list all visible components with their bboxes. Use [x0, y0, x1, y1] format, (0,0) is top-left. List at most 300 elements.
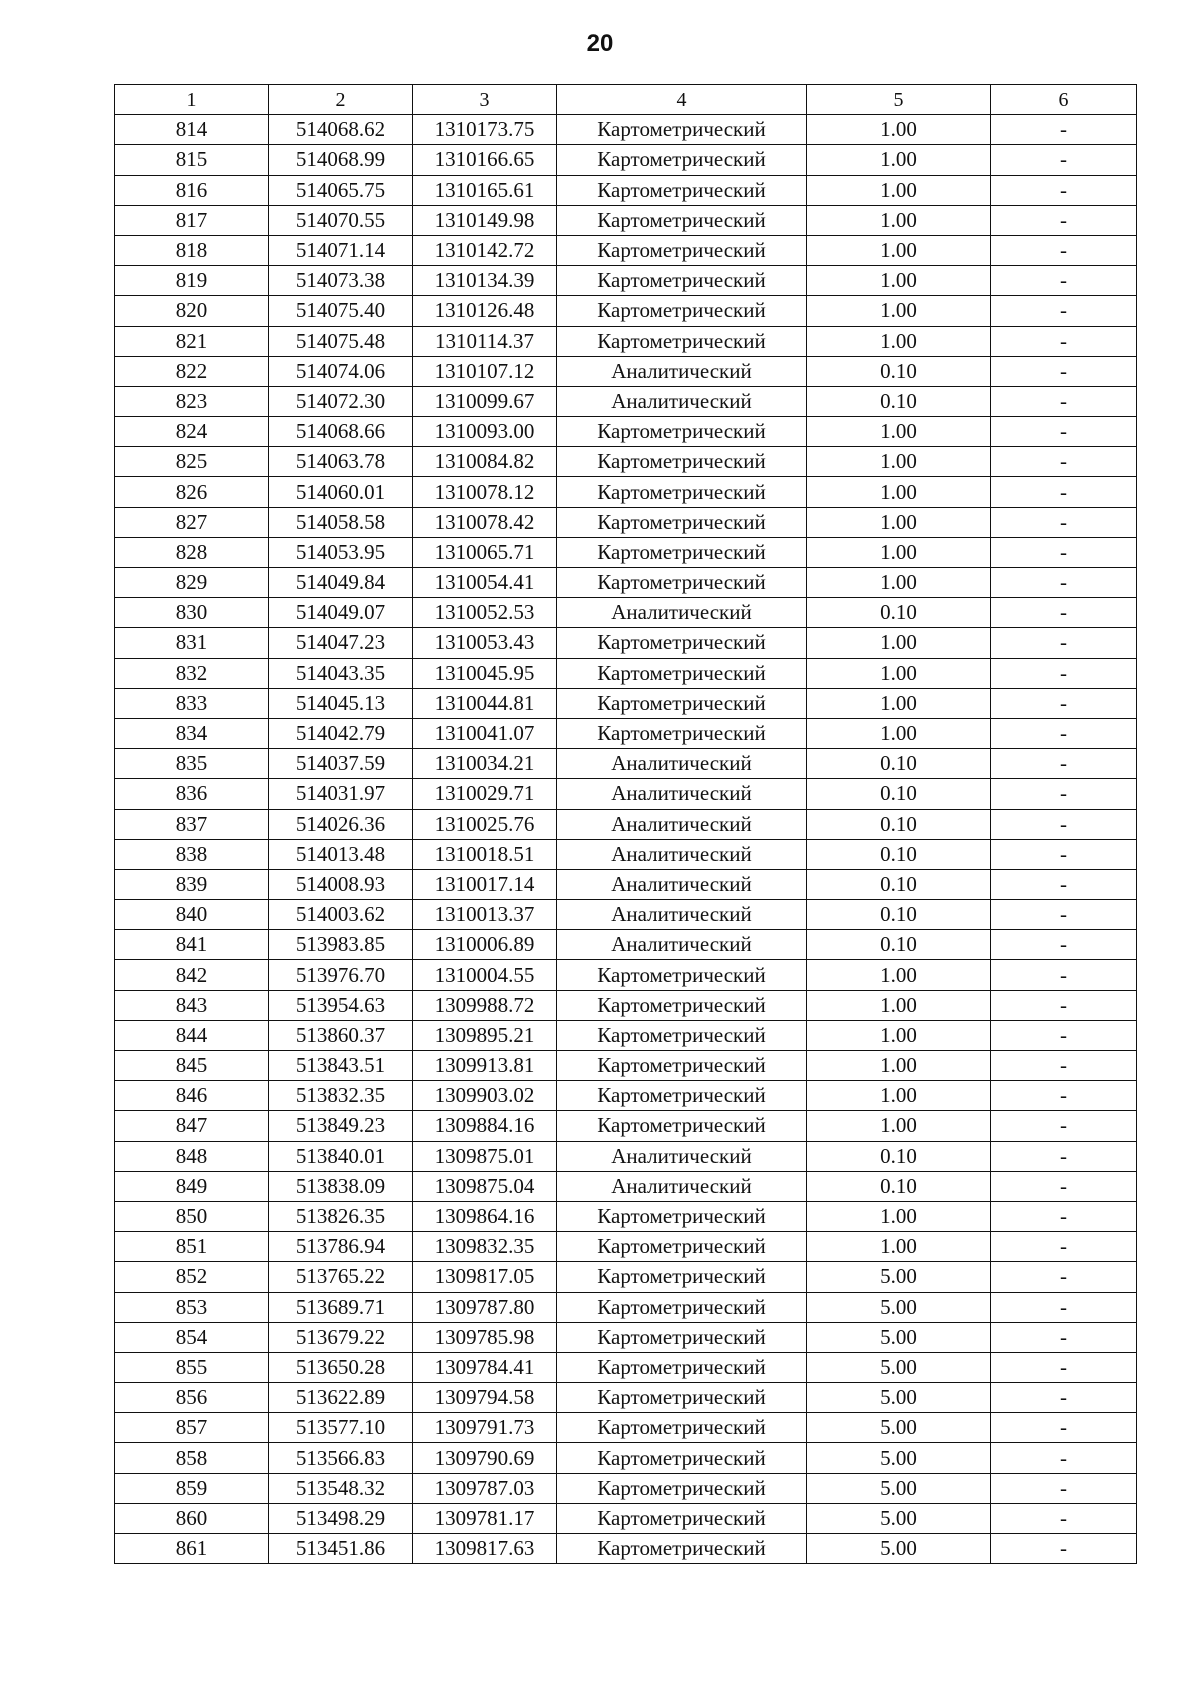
- table-row: [115, 417, 1137, 447]
- method-cell: Картометрический: [557, 507, 807, 537]
- method-cell: Картометрический: [557, 1201, 807, 1231]
- accuracy-cell: 5.00: [807, 1352, 991, 1382]
- note-cell: -: [991, 266, 1137, 296]
- point-number-cell: 852: [115, 1262, 269, 1292]
- table-header: [115, 85, 1137, 115]
- accuracy-cell: 1.00: [807, 235, 991, 265]
- y-coordinate-cell: 1310041.07: [413, 718, 557, 748]
- table-row: [115, 598, 1137, 628]
- note-cell: -: [991, 1503, 1137, 1533]
- method-cell: Картометрический: [557, 1262, 807, 1292]
- accuracy-cell: 5.00: [807, 1292, 991, 1322]
- y-coordinate-cell: 1310025.76: [413, 809, 557, 839]
- point-number-cell: 847: [115, 1111, 269, 1141]
- table-row: [115, 266, 1137, 296]
- note-cell: -: [991, 1051, 1137, 1081]
- point-number-cell: 848: [115, 1141, 269, 1171]
- point-number-cell: 815: [115, 145, 269, 175]
- y-coordinate-cell: 1309875.01: [413, 1141, 557, 1171]
- accuracy-cell: 1.00: [807, 507, 991, 537]
- table-row: [115, 1051, 1137, 1081]
- y-coordinate-cell: 1309790.69: [413, 1443, 557, 1473]
- x-coordinate-cell: 514068.99: [269, 145, 413, 175]
- point-number-cell: 856: [115, 1383, 269, 1413]
- method-cell: Картометрический: [557, 447, 807, 477]
- page-number: 20: [586, 30, 614, 57]
- table-row: [115, 326, 1137, 356]
- table-row: [115, 205, 1137, 235]
- point-number-cell: 850: [115, 1201, 269, 1231]
- point-number-cell: 816: [115, 175, 269, 205]
- note-cell: -: [991, 477, 1137, 507]
- table-row: [115, 1081, 1137, 1111]
- x-coordinate-cell: 514013.48: [269, 839, 413, 869]
- accuracy-cell: 1.00: [807, 718, 991, 748]
- point-number-cell: 818: [115, 235, 269, 265]
- x-coordinate-cell: 514043.35: [269, 658, 413, 688]
- y-coordinate-cell: 1310166.65: [413, 145, 557, 175]
- method-cell: Картометрический: [557, 296, 807, 326]
- x-coordinate-cell: 514045.13: [269, 688, 413, 718]
- accuracy-cell: 1.00: [807, 115, 991, 145]
- x-coordinate-cell: 514003.62: [269, 900, 413, 930]
- accuracy-cell: 1.00: [807, 568, 991, 598]
- point-number-cell: 829: [115, 568, 269, 598]
- note-cell: -: [991, 296, 1137, 326]
- method-cell: Картометрический: [557, 417, 807, 447]
- note-cell: -: [991, 688, 1137, 718]
- note-cell: -: [991, 1383, 1137, 1413]
- method-cell: Картометрический: [557, 960, 807, 990]
- y-coordinate-cell: 1310126.48: [413, 296, 557, 326]
- y-coordinate-cell: 1309794.58: [413, 1383, 557, 1413]
- point-number-cell: 814: [115, 115, 269, 145]
- x-coordinate-cell: 514042.79: [269, 718, 413, 748]
- note-cell: -: [991, 1262, 1137, 1292]
- accuracy-cell: 0.10: [807, 749, 991, 779]
- x-coordinate-cell: 513954.63: [269, 990, 413, 1020]
- x-coordinate-cell: 513838.09: [269, 1171, 413, 1201]
- accuracy-cell: 1.00: [807, 266, 991, 296]
- note-cell: -: [991, 1473, 1137, 1503]
- accuracy-cell: 1.00: [807, 658, 991, 688]
- point-number-cell: 819: [115, 266, 269, 296]
- note-cell: -: [991, 537, 1137, 567]
- y-coordinate-cell: 1310065.71: [413, 537, 557, 567]
- y-coordinate-cell: 1310052.53: [413, 598, 557, 628]
- y-coordinate-cell: 1310142.72: [413, 235, 557, 265]
- point-number-cell: 861: [115, 1534, 269, 1564]
- method-cell: Аналитический: [557, 386, 807, 416]
- accuracy-cell: 1.00: [807, 1111, 991, 1141]
- table-row: [115, 1322, 1137, 1352]
- y-coordinate-cell: 1309781.17: [413, 1503, 557, 1533]
- x-coordinate-cell: 513622.89: [269, 1383, 413, 1413]
- table-row: [115, 1413, 1137, 1443]
- accuracy-cell: 1.00: [807, 417, 991, 447]
- accuracy-cell: 5.00: [807, 1534, 991, 1564]
- table-row: [115, 990, 1137, 1020]
- accuracy-cell: 1.00: [807, 688, 991, 718]
- y-coordinate-cell: 1310149.98: [413, 205, 557, 235]
- note-cell: -: [991, 1020, 1137, 1050]
- table-row: [115, 1262, 1137, 1292]
- note-cell: -: [991, 718, 1137, 748]
- table-row: [115, 1443, 1137, 1473]
- note-cell: -: [991, 1534, 1137, 1564]
- table-row: [115, 235, 1137, 265]
- accuracy-cell: 1.00: [807, 1081, 991, 1111]
- y-coordinate-cell: 1310004.55: [413, 960, 557, 990]
- point-number-cell: 820: [115, 296, 269, 326]
- table-row: [115, 779, 1137, 809]
- method-cell: Аналитический: [557, 749, 807, 779]
- point-number-cell: 830: [115, 598, 269, 628]
- method-cell: Картометрический: [557, 477, 807, 507]
- accuracy-cell: 1.00: [807, 326, 991, 356]
- note-cell: -: [991, 839, 1137, 869]
- table-row: [115, 568, 1137, 598]
- accuracy-cell: 5.00: [807, 1443, 991, 1473]
- point-number-cell: 817: [115, 205, 269, 235]
- method-cell: Картометрический: [557, 537, 807, 567]
- x-coordinate-cell: 514060.01: [269, 477, 413, 507]
- header-cell-1: 1: [115, 85, 269, 115]
- point-number-cell: 835: [115, 749, 269, 779]
- point-number-cell: 828: [115, 537, 269, 567]
- table-row: [115, 1292, 1137, 1322]
- accuracy-cell: 5.00: [807, 1383, 991, 1413]
- x-coordinate-cell: 513650.28: [269, 1352, 413, 1382]
- point-number-cell: 843: [115, 990, 269, 1020]
- table-row: [115, 115, 1137, 145]
- accuracy-cell: 5.00: [807, 1262, 991, 1292]
- note-cell: -: [991, 1201, 1137, 1231]
- method-cell: Картометрический: [557, 688, 807, 718]
- y-coordinate-cell: 1310013.37: [413, 900, 557, 930]
- y-coordinate-cell: 1309817.05: [413, 1262, 557, 1292]
- accuracy-cell: 0.10: [807, 900, 991, 930]
- accuracy-cell: 0.10: [807, 598, 991, 628]
- table-row: [115, 1141, 1137, 1171]
- x-coordinate-cell: 513451.86: [269, 1534, 413, 1564]
- method-cell: Картометрический: [557, 628, 807, 658]
- point-number-cell: 834: [115, 718, 269, 748]
- point-number-cell: 827: [115, 507, 269, 537]
- y-coordinate-cell: 1310173.75: [413, 115, 557, 145]
- point-number-cell: 860: [115, 1503, 269, 1533]
- accuracy-cell: 0.10: [807, 930, 991, 960]
- note-cell: -: [991, 1171, 1137, 1201]
- accuracy-cell: 5.00: [807, 1473, 991, 1503]
- accuracy-cell: 1.00: [807, 447, 991, 477]
- x-coordinate-cell: 514037.59: [269, 749, 413, 779]
- y-coordinate-cell: 1309784.41: [413, 1352, 557, 1382]
- note-cell: -: [991, 598, 1137, 628]
- accuracy-cell: 1.00: [807, 1201, 991, 1231]
- note-cell: -: [991, 175, 1137, 205]
- table-row: [115, 1111, 1137, 1141]
- point-number-cell: 832: [115, 658, 269, 688]
- note-cell: -: [991, 1292, 1137, 1322]
- table-row: [115, 356, 1137, 386]
- y-coordinate-cell: 1310029.71: [413, 779, 557, 809]
- header-cell-5: 5: [807, 85, 991, 115]
- method-cell: Картометрический: [557, 326, 807, 356]
- x-coordinate-cell: 514047.23: [269, 628, 413, 658]
- method-cell: Картометрический: [557, 1232, 807, 1262]
- x-coordinate-cell: 514068.62: [269, 115, 413, 145]
- table-row: [115, 1534, 1137, 1564]
- table-row: [115, 809, 1137, 839]
- point-number-cell: 821: [115, 326, 269, 356]
- method-cell: Аналитический: [557, 356, 807, 386]
- accuracy-cell: 0.10: [807, 869, 991, 899]
- accuracy-cell: 5.00: [807, 1413, 991, 1443]
- header-cell-2: 2: [269, 85, 413, 115]
- table-row: [115, 1020, 1137, 1050]
- point-number-cell: 841: [115, 930, 269, 960]
- point-number-cell: 857: [115, 1413, 269, 1443]
- x-coordinate-cell: 514074.06: [269, 356, 413, 386]
- method-cell: Аналитический: [557, 869, 807, 899]
- note-cell: -: [991, 1141, 1137, 1171]
- point-number-cell: 849: [115, 1171, 269, 1201]
- accuracy-cell: 5.00: [807, 1503, 991, 1533]
- method-cell: Картометрический: [557, 1534, 807, 1564]
- note-cell: -: [991, 447, 1137, 477]
- table-row: [115, 145, 1137, 175]
- accuracy-cell: 1.00: [807, 1020, 991, 1050]
- y-coordinate-cell: 1309785.98: [413, 1322, 557, 1352]
- method-cell: Картометрический: [557, 1503, 807, 1533]
- accuracy-cell: 0.10: [807, 1141, 991, 1171]
- note-cell: -: [991, 417, 1137, 447]
- method-cell: Аналитический: [557, 900, 807, 930]
- note-cell: -: [991, 1352, 1137, 1382]
- table-row: [115, 930, 1137, 960]
- point-number-cell: 822: [115, 356, 269, 386]
- note-cell: -: [991, 809, 1137, 839]
- table-row: [115, 477, 1137, 507]
- table-row: [115, 447, 1137, 477]
- y-coordinate-cell: 1310054.41: [413, 568, 557, 598]
- x-coordinate-cell: 514053.95: [269, 537, 413, 567]
- y-coordinate-cell: 1310107.12: [413, 356, 557, 386]
- note-cell: -: [991, 1443, 1137, 1473]
- method-cell: Картометрический: [557, 1383, 807, 1413]
- method-cell: Картометрический: [557, 235, 807, 265]
- table-row: [115, 688, 1137, 718]
- x-coordinate-cell: 514071.14: [269, 235, 413, 265]
- method-cell: Аналитический: [557, 779, 807, 809]
- x-coordinate-cell: 514068.66: [269, 417, 413, 447]
- x-coordinate-cell: 514031.97: [269, 779, 413, 809]
- y-coordinate-cell: 1310034.21: [413, 749, 557, 779]
- y-coordinate-cell: 1309817.63: [413, 1534, 557, 1564]
- x-coordinate-cell: 514073.38: [269, 266, 413, 296]
- method-cell: Картометрический: [557, 115, 807, 145]
- point-number-cell: 846: [115, 1081, 269, 1111]
- method-cell: Аналитический: [557, 1141, 807, 1171]
- x-coordinate-cell: 513976.70: [269, 960, 413, 990]
- point-number-cell: 840: [115, 900, 269, 930]
- table-row: [115, 386, 1137, 416]
- y-coordinate-cell: 1310099.67: [413, 386, 557, 416]
- x-coordinate-cell: 513566.83: [269, 1443, 413, 1473]
- table-row: [115, 537, 1137, 567]
- table-row: [115, 1201, 1137, 1231]
- point-number-cell: 837: [115, 809, 269, 839]
- x-coordinate-cell: 513689.71: [269, 1292, 413, 1322]
- method-cell: Картометрический: [557, 145, 807, 175]
- point-number-cell: 823: [115, 386, 269, 416]
- header-cell-6: 6: [991, 85, 1137, 115]
- accuracy-cell: 0.10: [807, 839, 991, 869]
- accuracy-cell: 1.00: [807, 990, 991, 1020]
- accuracy-cell: 1.00: [807, 175, 991, 205]
- accuracy-cell: 1.00: [807, 1232, 991, 1262]
- table-row: [115, 839, 1137, 869]
- accuracy-cell: 5.00: [807, 1322, 991, 1352]
- x-coordinate-cell: 514049.07: [269, 598, 413, 628]
- point-number-cell: 833: [115, 688, 269, 718]
- table-row: [115, 900, 1137, 930]
- accuracy-cell: 1.00: [807, 477, 991, 507]
- point-number-cell: 858: [115, 1443, 269, 1473]
- note-cell: -: [991, 1413, 1137, 1443]
- y-coordinate-cell: 1310078.42: [413, 507, 557, 537]
- x-coordinate-cell: 513679.22: [269, 1322, 413, 1352]
- x-coordinate-cell: 513840.01: [269, 1141, 413, 1171]
- point-number-cell: 853: [115, 1292, 269, 1322]
- table-row: [115, 1473, 1137, 1503]
- method-cell: Аналитический: [557, 930, 807, 960]
- y-coordinate-cell: 1309832.35: [413, 1232, 557, 1262]
- point-number-cell: 855: [115, 1352, 269, 1382]
- point-number-cell: 845: [115, 1051, 269, 1081]
- x-coordinate-cell: 513786.94: [269, 1232, 413, 1262]
- y-coordinate-cell: 1309787.80: [413, 1292, 557, 1322]
- accuracy-cell: 0.10: [807, 779, 991, 809]
- accuracy-cell: 1.00: [807, 145, 991, 175]
- y-coordinate-cell: 1310114.37: [413, 326, 557, 356]
- accuracy-cell: 1.00: [807, 628, 991, 658]
- y-coordinate-cell: 1310093.00: [413, 417, 557, 447]
- y-coordinate-cell: 1309895.21: [413, 1020, 557, 1050]
- x-coordinate-cell: 514058.58: [269, 507, 413, 537]
- method-cell: Аналитический: [557, 598, 807, 628]
- y-coordinate-cell: 1310017.14: [413, 869, 557, 899]
- y-coordinate-cell: 1309791.73: [413, 1413, 557, 1443]
- y-coordinate-cell: 1310078.12: [413, 477, 557, 507]
- note-cell: -: [991, 205, 1137, 235]
- note-cell: -: [991, 900, 1137, 930]
- method-cell: Картометрический: [557, 266, 807, 296]
- method-cell: Картометрический: [557, 1473, 807, 1503]
- table-row: [115, 1171, 1137, 1201]
- y-coordinate-cell: 1310044.81: [413, 688, 557, 718]
- point-number-cell: 824: [115, 417, 269, 447]
- point-number-cell: 854: [115, 1322, 269, 1352]
- method-cell: Картометрический: [557, 1111, 807, 1141]
- table-row: [115, 718, 1137, 748]
- method-cell: Аналитический: [557, 809, 807, 839]
- header-row: [115, 85, 1137, 115]
- point-number-cell: 831: [115, 628, 269, 658]
- note-cell: -: [991, 1081, 1137, 1111]
- table-row: [115, 507, 1137, 537]
- note-cell: -: [991, 779, 1137, 809]
- x-coordinate-cell: 513832.35: [269, 1081, 413, 1111]
- accuracy-cell: 0.10: [807, 809, 991, 839]
- note-cell: -: [991, 990, 1137, 1020]
- note-cell: -: [991, 356, 1137, 386]
- accuracy-cell: 1.00: [807, 1051, 991, 1081]
- x-coordinate-cell: 514075.40: [269, 296, 413, 326]
- note-cell: -: [991, 326, 1137, 356]
- x-coordinate-cell: 514072.30: [269, 386, 413, 416]
- method-cell: Картометрический: [557, 1051, 807, 1081]
- x-coordinate-cell: 514065.75: [269, 175, 413, 205]
- y-coordinate-cell: 1310134.39: [413, 266, 557, 296]
- point-number-cell: 838: [115, 839, 269, 869]
- note-cell: -: [991, 749, 1137, 779]
- accuracy-cell: 1.00: [807, 296, 991, 326]
- note-cell: -: [991, 628, 1137, 658]
- y-coordinate-cell: 1309884.16: [413, 1111, 557, 1141]
- method-cell: Картометрический: [557, 568, 807, 598]
- table-row: [115, 1232, 1137, 1262]
- y-coordinate-cell: 1309988.72: [413, 990, 557, 1020]
- table-body: [115, 115, 1137, 1564]
- y-coordinate-cell: 1309913.81: [413, 1051, 557, 1081]
- method-cell: Картометрический: [557, 1352, 807, 1382]
- table-row: [115, 960, 1137, 990]
- note-cell: -: [991, 869, 1137, 899]
- table-row: [115, 1352, 1137, 1382]
- y-coordinate-cell: 1309787.03: [413, 1473, 557, 1503]
- note-cell: -: [991, 145, 1137, 175]
- table-row: [115, 1503, 1137, 1533]
- header-cell-4: 4: [557, 85, 807, 115]
- x-coordinate-cell: 513983.85: [269, 930, 413, 960]
- accuracy-cell: 0.10: [807, 386, 991, 416]
- method-cell: Картометрический: [557, 205, 807, 235]
- y-coordinate-cell: 1310084.82: [413, 447, 557, 477]
- method-cell: Картометрический: [557, 1292, 807, 1322]
- method-cell: Аналитический: [557, 839, 807, 869]
- note-cell: -: [991, 960, 1137, 990]
- table-row: [115, 869, 1137, 899]
- method-cell: Картометрический: [557, 1020, 807, 1050]
- point-number-cell: 844: [115, 1020, 269, 1050]
- y-coordinate-cell: 1310053.43: [413, 628, 557, 658]
- x-coordinate-cell: 513548.32: [269, 1473, 413, 1503]
- x-coordinate-cell: 514075.48: [269, 326, 413, 356]
- y-coordinate-cell: 1309903.02: [413, 1081, 557, 1111]
- point-number-cell: 826: [115, 477, 269, 507]
- x-coordinate-cell: 514008.93: [269, 869, 413, 899]
- table-row: [115, 658, 1137, 688]
- point-number-cell: 839: [115, 869, 269, 899]
- table-row: [115, 1383, 1137, 1413]
- method-cell: Картометрический: [557, 990, 807, 1020]
- y-coordinate-cell: 1310045.95: [413, 658, 557, 688]
- note-cell: -: [991, 235, 1137, 265]
- note-cell: -: [991, 930, 1137, 960]
- x-coordinate-cell: 514063.78: [269, 447, 413, 477]
